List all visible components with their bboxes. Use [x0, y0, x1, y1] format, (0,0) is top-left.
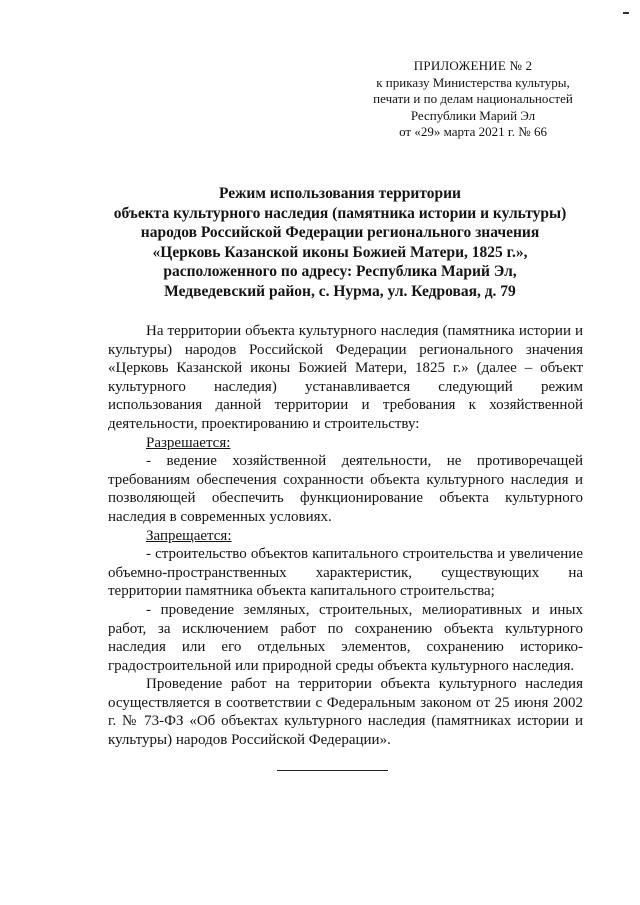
appendix-line: печати и по делам национальностей — [373, 91, 573, 107]
forbidden-item: - строительство объектов капитального строительства и увеличение объемно-пространственных характеристик, существующих на территории памятника объекта капитального строительства; — [108, 546, 583, 600]
allowed-item: - ведение хозяйственной деятельности, не противоречащей требованиям обеспечения сохранности объекта культурного наследия и позволяющей обеспечить функционирование объекта культурного наследия в современных условиях. — [108, 453, 583, 525]
appendix-header — [348, 58, 598, 141]
forbidden-item: - проведение земляных, строительных, мелиоративных и иных работ, за исключением работ по сохранению объекта культурного наследия или его отдельных элементов, сохранению историко-градостроительной или природной среды объекта культурного наследия. — [108, 601, 583, 674]
title-line: Медведевский район, с. Нурма, ул. Кедровая, д. 79 — [164, 282, 516, 300]
appendix-title: ПРИЛОЖЕНИЕ № 2 — [413, 58, 533, 73]
document-body — [108, 322, 583, 750]
title-line: расположенного по адресу: Республика Марий Эл, — [163, 263, 517, 280]
title-line: народов Российской Федерации регионального значения — [140, 224, 540, 241]
intro-paragraph: На территории объекта культурного наследия (памятника истории и культуры) народов Российской Федерации регионального значения «Церковь Казанской иконы Божией Матери, 1825 г.» (далее – объект культурного наследия) устанавливается следующий режим использования данной территории и требования к хозяйственной деятельности, проектированию и строительству: — [108, 323, 583, 432]
allowed-heading: Разрешается: — [146, 434, 231, 451]
title-line: объекта культурного наследия (памятника истории и культуры) — [113, 204, 567, 222]
appendix-line: Республики Марий Эл — [410, 107, 536, 123]
appendix-line: к приказу Министерства культуры, — [376, 74, 570, 90]
title-line: «Церковь Казанской иконы Божией Матери, 1825 г.», — [152, 243, 528, 261]
closing-paragraph: Проведение работ на территории объекта культурного наследия осуществляется в соответствии с Федеральным законом от 25 июня 2002 г. № 73-ФЗ «Об объектах культурного наследия (памятниках истории и культуры) народов Российской Федерации». — [108, 676, 583, 749]
document-title — [60, 184, 620, 301]
separator-line — [277, 770, 388, 771]
forbidden-heading: Запрещается: — [146, 527, 232, 544]
scan-mark — [623, 12, 629, 14]
title-line: Режим использования территории — [219, 185, 461, 202]
appendix-line: от «29» марта 2021 г. № 66 — [399, 124, 547, 140]
